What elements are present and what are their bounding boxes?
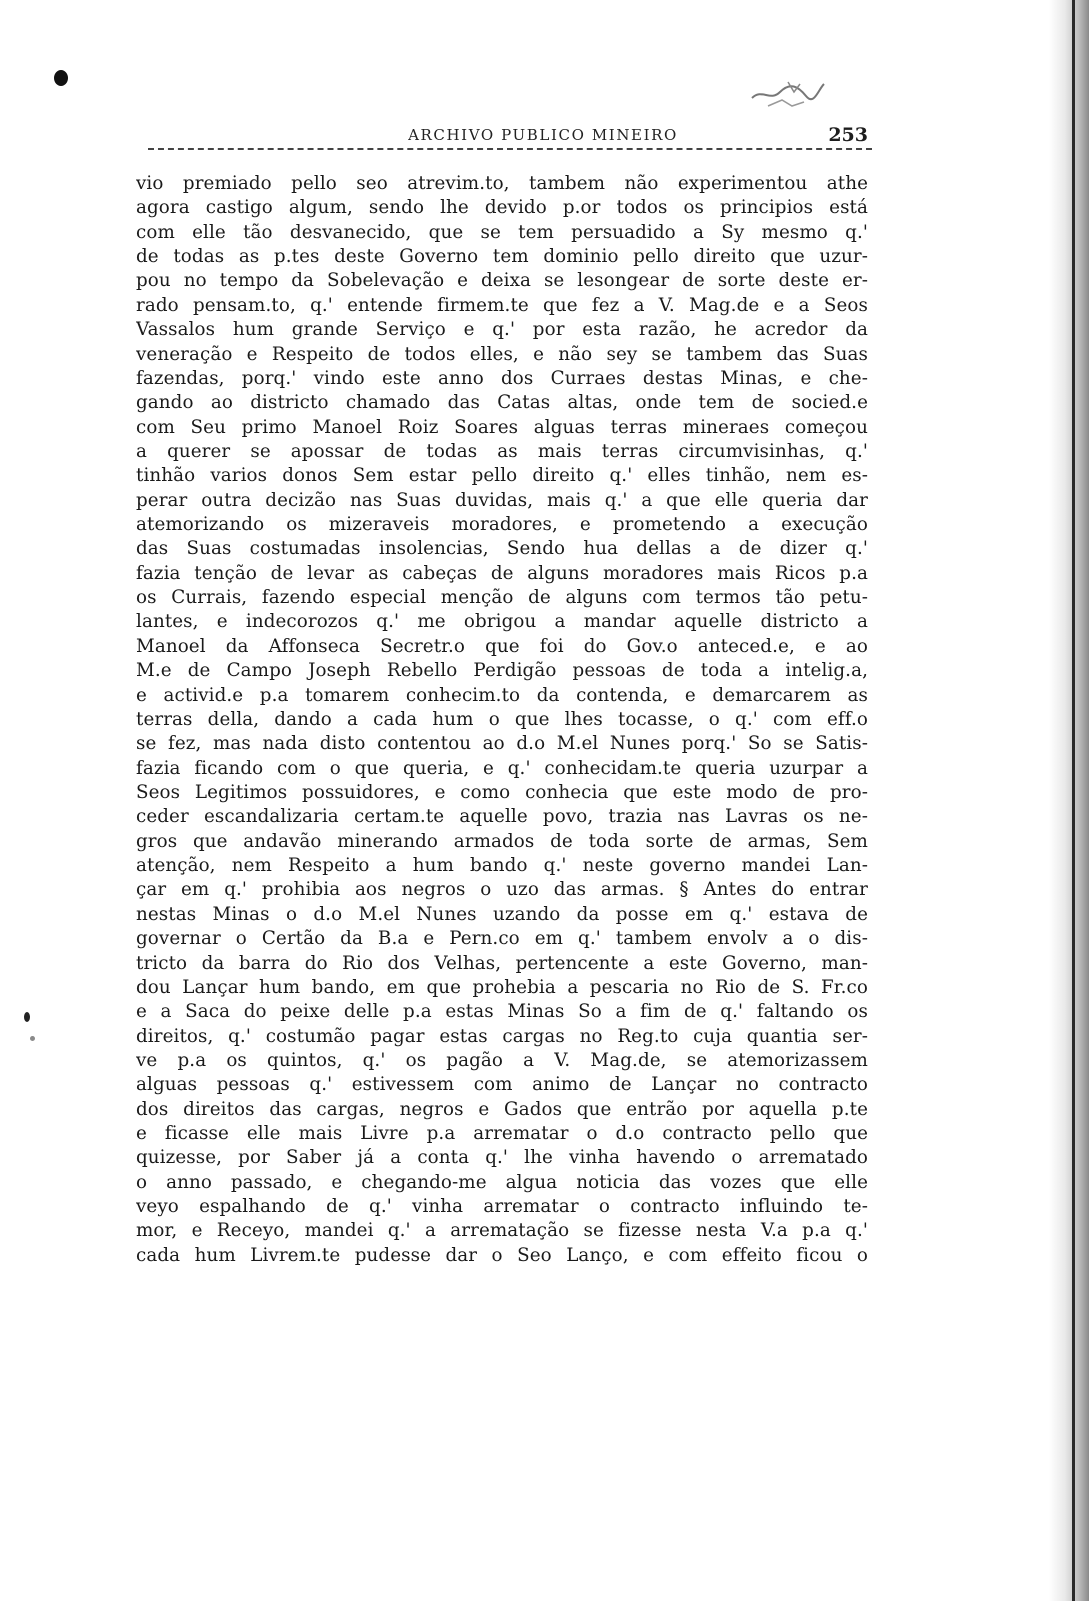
text-line: quizesse, por Saber já a conta q.' lhe vinha havendo o arrematado <box>136 1147 868 1169</box>
text-line: Manoel da Affonseca Secretr.o que foi do Gov.o anteced.e, e ao <box>136 635 868 657</box>
running-title: ARCHIVO PUBLICO MINEIRO <box>408 126 678 144</box>
text-line: o anno passado, e chegando-me algua noticia das vozes que elle <box>136 1171 868 1193</box>
text-line: de todas as p.tes deste Governo tem dominio pello direito que uzur- <box>136 246 868 268</box>
running-header <box>148 124 872 158</box>
text-line: lantes, e indecorozos q.' me obrigou a mandar aquelle districto a <box>136 611 868 633</box>
text-line: ceder escandalizaria certam.te aquelle povo, trazia nas Lavras os ne- <box>136 806 868 828</box>
text-line: atemorizando os mizeraveis moradores, e prometendo a execução <box>136 514 868 536</box>
text-line: M.e de Campo Joseph Rebello Perdigão pessoas de toda a intelig.a, <box>136 660 868 682</box>
text-line: dos direitos das cargas, negros e Gados que entrão por aquella p.te <box>136 1098 868 1120</box>
text-line: dou Lançar hum bando, em que prohebia a pescaria no Rio de S. Fr.co <box>136 976 868 998</box>
ink-blot-mark <box>54 70 68 86</box>
text-line: Seos Legitimos possuidores, e como conhecia que este modo de pro- <box>136 781 868 803</box>
text-line: com Seu primo Manoel Roiz Soares alguas terras mineraes começou <box>136 416 868 438</box>
text-line: fazendas, porq.' vindo este anno dos Curraes destas Minas, e che- <box>136 367 868 389</box>
text-line: alguas pessoas q.' estivessem com animo de Lançar no contracto <box>136 1074 868 1096</box>
text-line: a querer se apossar de todas as mais terras circumvisinhas, q.' <box>136 440 868 462</box>
text-line: gros que andavão minerando armados de toda sorte de armas, Sem <box>136 830 868 852</box>
text-line: nestas Minas o d.o M.el Nunes uzando da posse em q.' estava de <box>136 903 868 925</box>
text-line: e ficasse elle mais Livre p.a arrematar o d.o contracto pello que <box>136 1123 868 1145</box>
text-line: os Currais, fazendo especial menção de alguns com termos tão petu- <box>136 587 868 609</box>
text-line: ve p.a os quintos, q.' os pagão a V. Mag.de, se atemorizassem <box>136 1049 868 1071</box>
text-line: agora castigo algum, sendo lhe devido p.or todos os principios está <box>136 197 868 219</box>
text-line: e a Saca do peixe delle p.a estas Minas So a fim de q.' faltando os <box>136 1001 868 1023</box>
text-line: direitos, q.' costumão pagar estas cargas no Reg.to cuja quantia ser- <box>136 1025 868 1047</box>
text-line: cada hum Livrem.te pudesse dar o Seo Lanço, e com effeito ficou o <box>136 1244 868 1266</box>
ink-mark <box>24 1012 30 1022</box>
text-line: pou no tempo da Sobelevação e deixa se lesongear de sorte deste er- <box>136 270 868 292</box>
text-line: çar em q.' prohibia aos negros o uzo das armas. § Antes do entrar <box>136 879 868 901</box>
text-line: veyo espalhando de q.' vinha arrematar o contracto influindo te- <box>136 1196 868 1218</box>
text-line: Vassalos hum grande Serviço e q.' por esta razão, he acredor da <box>136 319 868 341</box>
text-line: rado pensam.to, q.' entende firmem.te que fez a V. Mag.de e a Seos <box>136 294 868 316</box>
stamp-scribble-mark <box>748 78 828 112</box>
text-line: com elle tão desvanecido, que se tem persuadido a Sy mesmo q.' <box>136 221 868 243</box>
text-line: das Suas costumadas insolencias, Sendo hua dellas a de dizer q.' <box>136 538 868 560</box>
text-line: tinhão varios donos Sem estar pello direito q.' elles tinhão, nem es- <box>136 465 868 487</box>
text-line: e activid.e p.a tomarem conhecim.to da contenda, e demarcarem as <box>136 684 868 706</box>
header-rule <box>148 148 872 150</box>
text-line: vio premiado pello seo atrevim.to, tambem não experimentou athe <box>136 173 868 194</box>
page-edge-line <box>1072 0 1075 1601</box>
page-number: 253 <box>828 124 868 146</box>
text-line: perar outra decizão nas Suas duvidas, mais q.' a que elle queria dar <box>136 489 868 511</box>
text-line: mor, e Receyo, mandei q.' a arrematação se fizesse nesta V.a p.a q.' <box>136 1220 868 1242</box>
body-text <box>136 172 868 1268</box>
text-line: fazia ficando com o que queria, e q.' conhecidam.te queria uzurpar a <box>136 757 868 779</box>
text-line: atenção, nem Respeito a hum bando q.' neste governo mandei Lan- <box>136 855 868 877</box>
ink-speck <box>30 1036 35 1041</box>
text-line: tricto da barra do Rio dos Velhas, pertencente a este Governo, man- <box>136 952 868 974</box>
text-line: fazia tenção de levar as cabeças de alguns moradores mais Ricos p.a <box>136 562 868 584</box>
text-line: se fez, mas nada disto contentou ao d.o M.el Nunes porq.' So se Satis- <box>136 733 868 755</box>
text-line: governar o Certão da B.a e Pern.co em q.' tambem envolv a o dis- <box>136 928 868 950</box>
page-edge-shadow <box>1049 0 1089 1601</box>
text-line: veneração e Respeito de todos elles, e não sey se tambem das Suas <box>136 343 868 365</box>
text-line: gando ao districto chamado das Catas altas, onde tem de socied.e <box>136 392 868 414</box>
text-line: terras della, dando a cada hum o que lhes tocasse, o q.' com eff.o <box>136 708 868 730</box>
